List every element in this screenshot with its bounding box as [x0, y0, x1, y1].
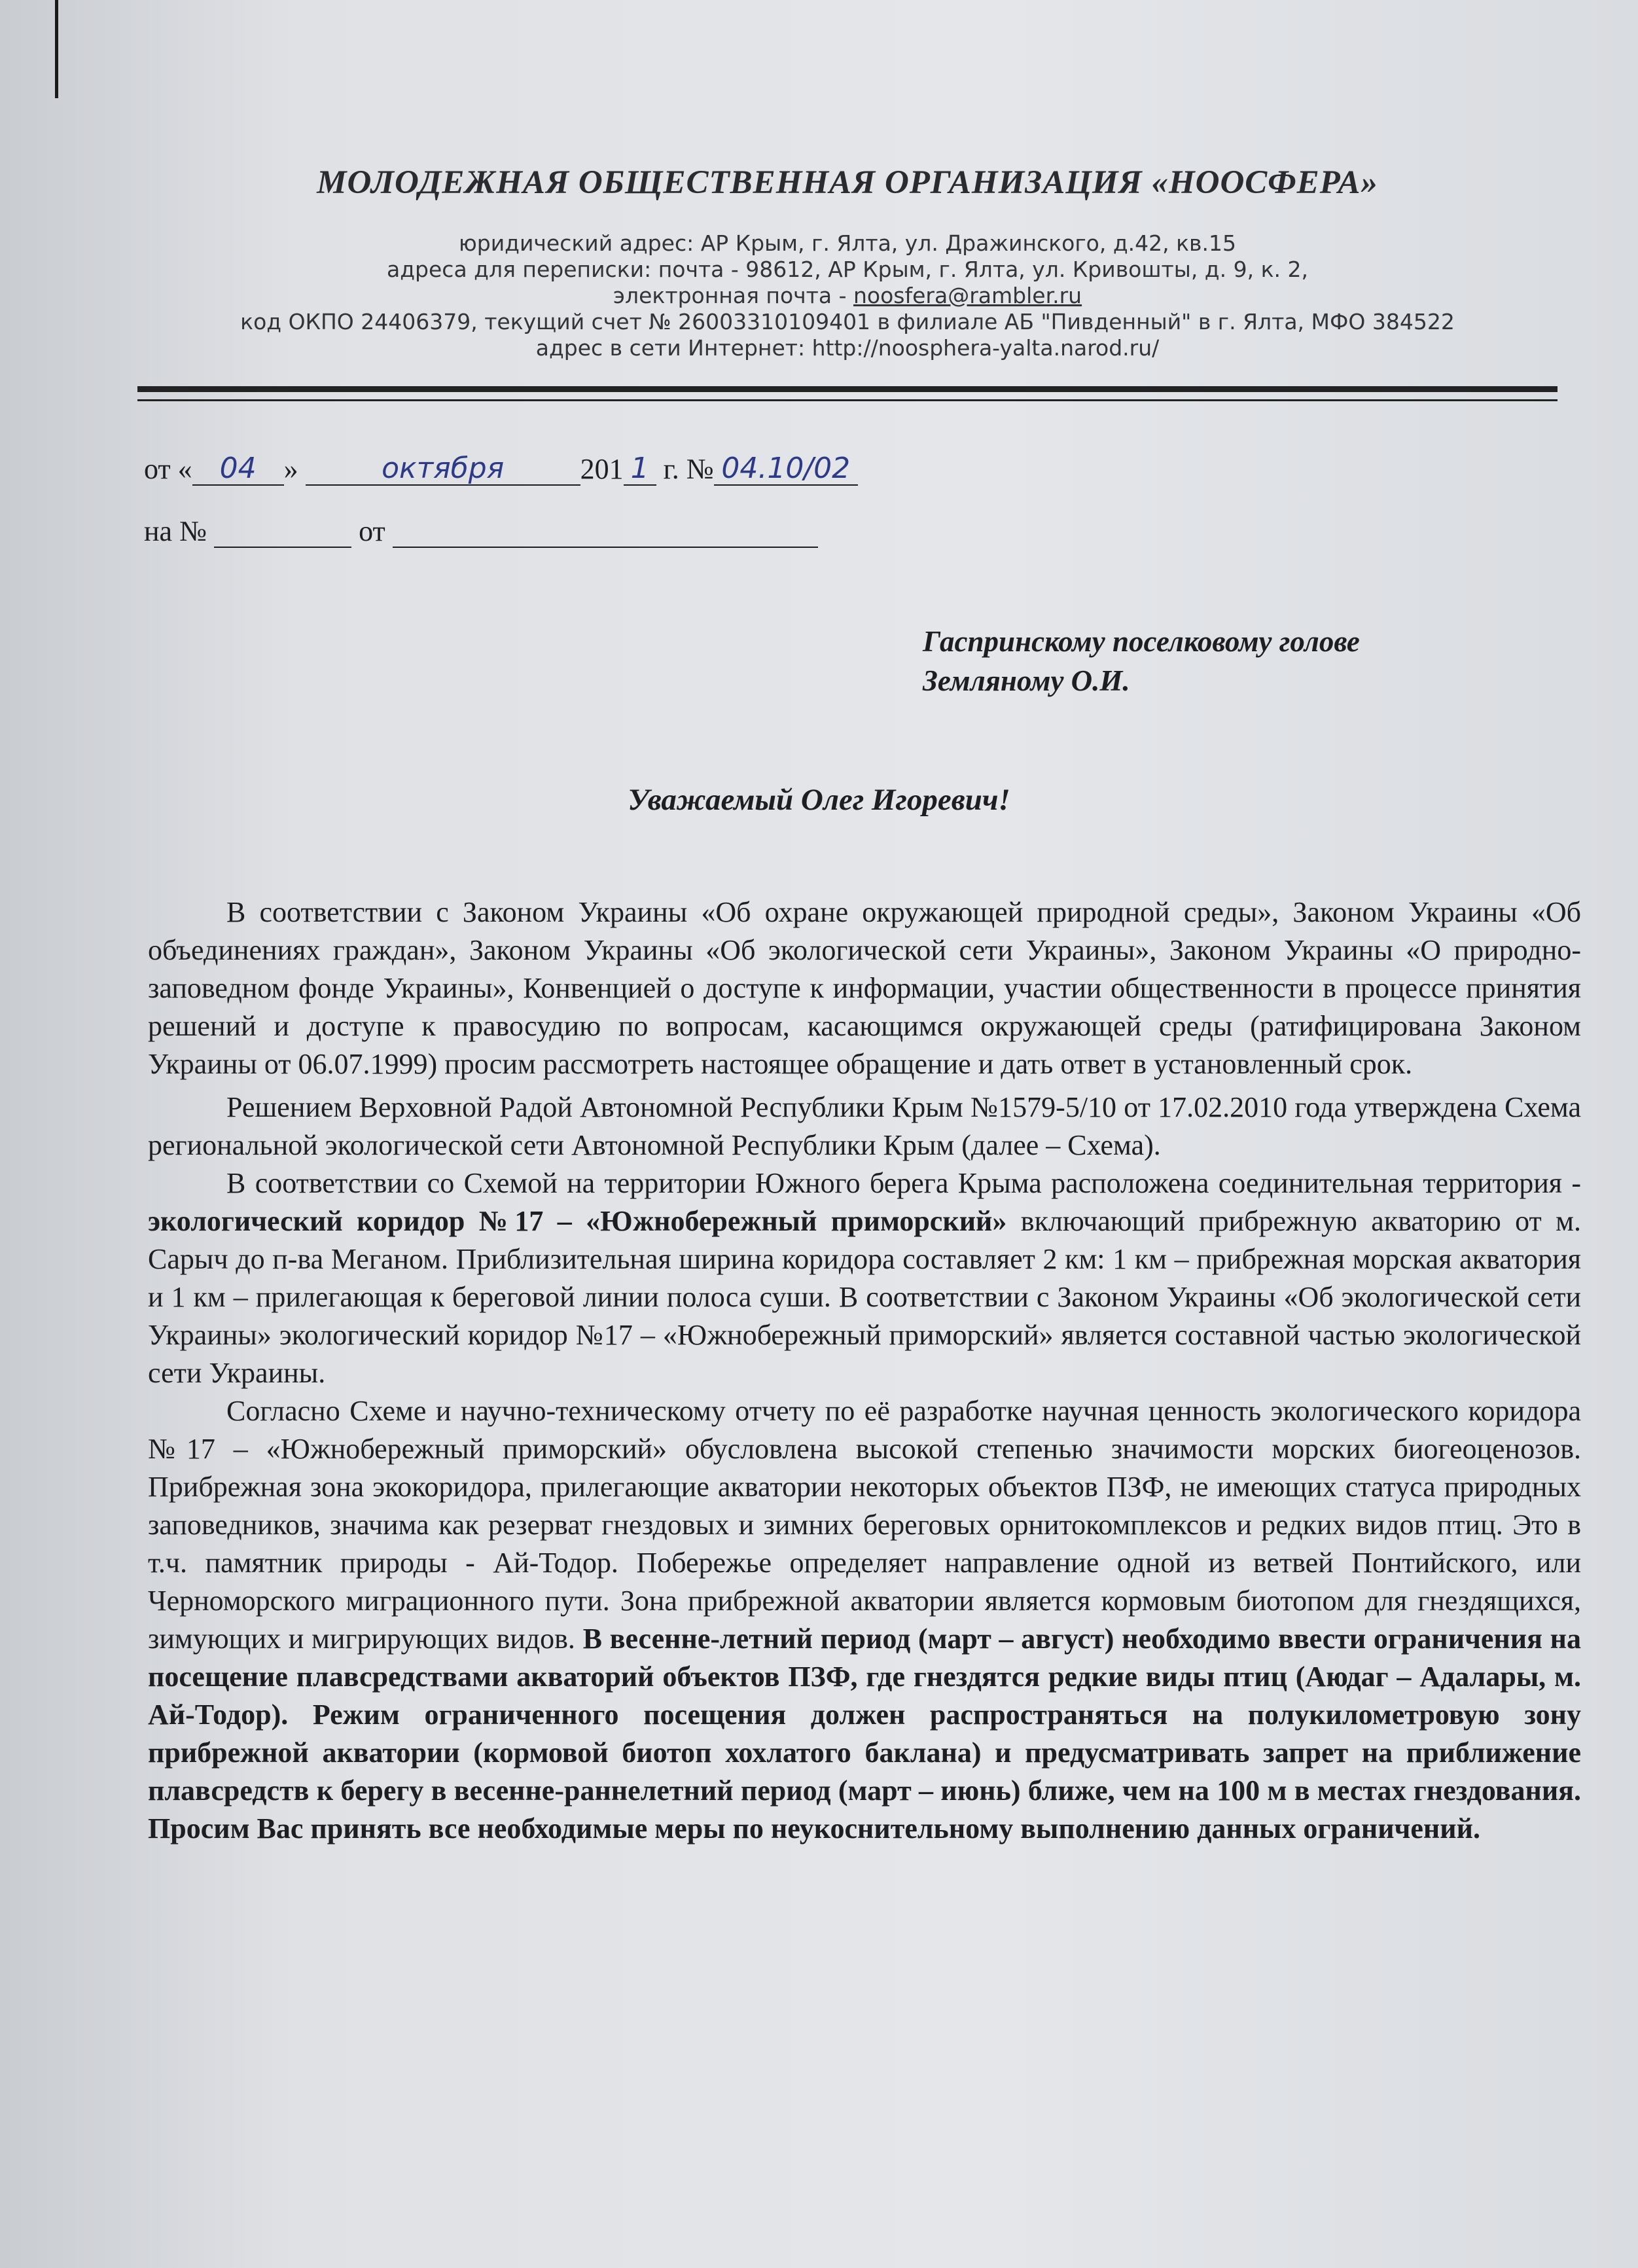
- letterhead: [141, 164, 1554, 361]
- paragraph-4-request: В весенне-летний период (март – август) необходимо ввести ограничения на посещение плавсредствами акваторий объектов ПЗФ, где гнездятся редкие виды птиц (Аюдаг – Адалары, м. Ай-Тодор). Режим ограниченного посещения должен распространяться на полукилометровую зону прибрежной акватории (кормовой биотоп хохлатого баклана) и предусматривать запрет на приближение плавсредств к берегу в весенне-раннелетний период (март – июнь) ближе, чем на 100 м в местах гнездования. Просим Вас принять все необходимые меры по неукоснительному выполнению данных ограничений.: [148, 1623, 1581, 1845]
- paragraph-4: [148, 1392, 1581, 1848]
- addressee: [923, 622, 1360, 700]
- paragraph-3-highlight: экологический коридор №17 – «Южнобережный приморский»: [148, 1205, 1007, 1237]
- paragraph-2: Решением Верховной Радой Автономной Республики Крым №1579-5/10 от 17.02.2010 года утверждена Схема региональной экологической сети Автономной Республики Крым (далее – Схема).: [148, 1091, 1581, 1161]
- paragraph-3-rest: включающий прибрежную акваторию от м. Сарыч до п-ва Меганом. Приблизительная ширина коридора составляет 2 км: 1 км – прибрежная морская акватория и 1 км – прилегающая к береговой линии полоса суши. В соответствии с Законом Украины «Об экологической сети Украины» экологический коридор №17 – «Южнобережный приморский» является составной частью экологической сети Украины.: [148, 1205, 1582, 1389]
- ref-from-label: от: [359, 515, 385, 547]
- year-suffix: г. №: [656, 453, 714, 485]
- addressee-title: Гаспринскому поселковому голове: [923, 625, 1360, 658]
- ref-label: на №: [144, 515, 207, 547]
- binder-mark: [55, 0, 58, 98]
- header-divider-thin: [137, 399, 1558, 401]
- letter-body: [148, 893, 1581, 1848]
- date-month: октября: [306, 452, 580, 486]
- bank-details: код ОКПО 24406379, текущий счет № 26003310109401 в филиале АБ "Пивденный" в г. Ялта, МФО 384522: [240, 309, 1455, 334]
- year-prefix: 201: [580, 453, 624, 485]
- paragraph-3-intro: В соответствии со Схемой на территории Южного берега Крыма расположена соединительная территория -: [226, 1167, 1581, 1199]
- close-quote: »: [283, 453, 298, 485]
- email-link[interactable]: noosfera@rambler.ru: [853, 283, 1082, 308]
- paragraph-3: [148, 1164, 1581, 1392]
- email-line: [141, 283, 1554, 309]
- outgoing-number: 04.10/02: [714, 452, 858, 486]
- ref-date-blank: [393, 514, 818, 548]
- ref-number-blank: [214, 514, 351, 548]
- from-label: от «: [144, 453, 192, 485]
- date-day: 04: [192, 452, 284, 486]
- outgoing-registration: [144, 452, 858, 486]
- organization-title: МОЛОДЕЖНАЯ ОБЩЕСТВЕННАЯ ОРГАНИЗАЦИЯ «НООСФЕРА»: [317, 164, 1378, 201]
- greeting: Уважаемый Олег Игоревич!: [628, 783, 1010, 817]
- header-divider-thick: [137, 386, 1558, 392]
- legal-address: юридический адрес: АР Крым, г. Ялта, ул. Дражинского, д.42, кв.15: [459, 230, 1236, 256]
- mail-address: адреса для переписки: почта - 98612, АР Крым, г. Ялта, ул. Кривошты, д. 9, к. 2,: [387, 257, 1308, 282]
- paragraph-4-intro: Согласно Схеме и научно-техническому отчету по её разработке научная ценность экологического коридора №17 – «Южнобережный приморский» обусловлена высокой степенью значимости морских биогеоценозов. Прибрежная зона экокоридора, прилегающие акватории некоторых объектов ПЗФ, не имеющих статуса природных заповедников, значима как резерват гнездовых и зимних береговых орнитокомплексов и редких видов птиц. Это в т.ч. памятник природы - Ай-Тодор. Побережье определяет направление одной из ветвей Понтийского, или Черноморского миграционного пути. Зона прибрежной акватории является кормовым биотопом для гнездящихся, зимующих и мигрирующих видов.: [148, 1395, 1581, 1655]
- addressee-name: Земляному О.И.: [923, 664, 1130, 697]
- email-label: электронная почта -: [613, 283, 854, 308]
- website-line: адрес в сети Интернет: http://noosphera-yalta.narod.ru/: [535, 335, 1160, 361]
- year-digit: 1: [624, 452, 656, 486]
- paragraph-1: В соответствии с Законом Украины «Об охране окружающей природной среды», Законом Украины «Об объединениях граждан», Законом Украины «Об экологической сети Украины», Законом Украины «О природно-заповедном фонде Украины», Конвенцией о доступе к информации, участии общественности в процессе принятия решений и доступе к правосудию по вопросам, касающимся окружающей среды (ратифицирована Законом Украины от 06.07.1999) просим рассмотреть настоящее обращение и дать ответ в установленный срок.: [148, 896, 1581, 1080]
- incoming-reference: [144, 514, 818, 548]
